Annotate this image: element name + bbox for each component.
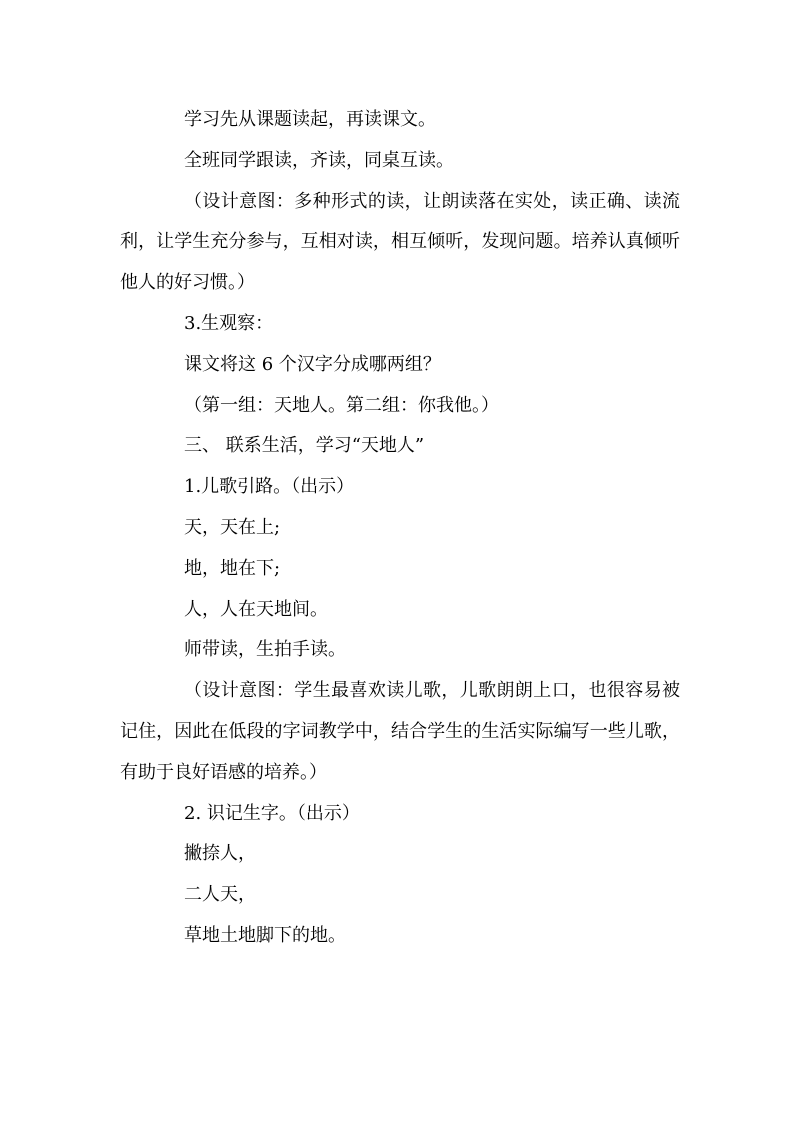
- text-line: 全班同学跟读，齐读，同桌互读。: [184, 149, 454, 171]
- text-line: （第一组：天地人。第二组：你我他。）: [184, 394, 499, 416]
- design-intent-paragraph: （设计意图：学生最喜欢读儿歌，儿歌朗朗上口，也很容易被记住，因此在低段的字词教学中，结合学生的生活实际编写一些儿歌，有助于良好语感的培养。）: [120, 680, 680, 783]
- text-line: 2. 识记生字。（出示）: [184, 802, 360, 824]
- rhyme-line: 地，地在下;: [184, 557, 281, 579]
- document-body: [120, 100, 680, 957]
- design-intent-paragraph: （设计意图：多种形式的读，让朗读落在实处，读正确、读流利，让学生充分参与，互相对读，相互倾听，发现问题。培养认真倾听他人的好习惯。）: [120, 190, 680, 294]
- rhyme-line: 天，天在上;: [184, 516, 281, 538]
- text-line: 课文将这 6 个汉字分成哪两组？: [184, 353, 441, 375]
- text-line: 3.生观察：: [184, 312, 274, 334]
- text-line: 师带读，生拍手读。: [184, 639, 346, 661]
- text-line: 学习先从课题读起，再读课文。: [184, 109, 436, 130]
- rhyme-line: 人，人在天地间。: [184, 598, 328, 620]
- section-heading: 三、 联系生活，学习“天地人”: [184, 435, 425, 457]
- text-line: 撇捺人，: [184, 843, 256, 865]
- text-line: 草地土地脚下的地。: [184, 924, 346, 946]
- text-line: 1.儿歌引路。（出示）: [184, 476, 355, 498]
- text-line: 二人天，: [184, 884, 256, 906]
